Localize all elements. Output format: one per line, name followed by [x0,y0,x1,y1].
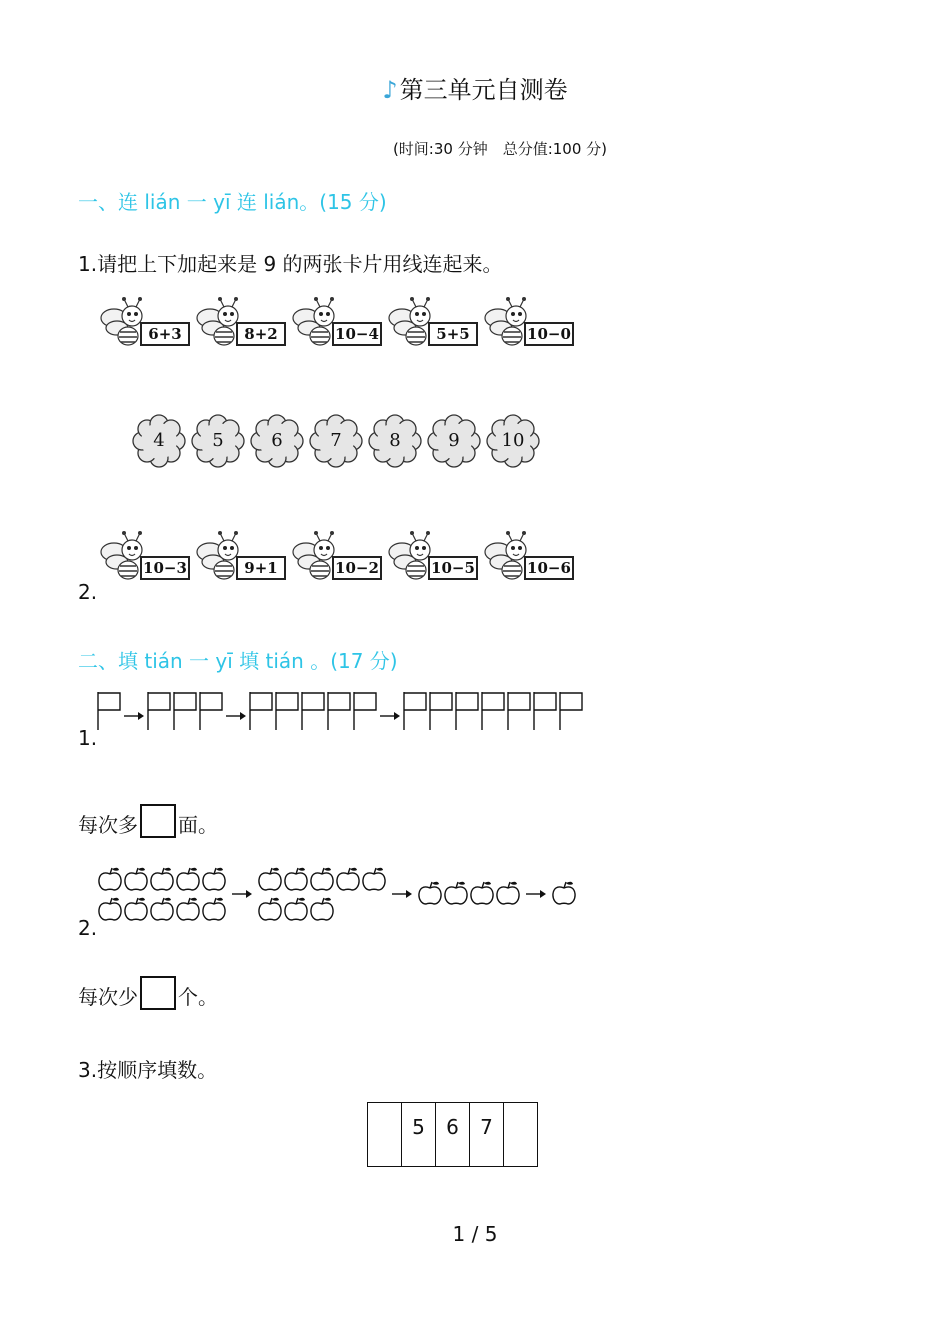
bee-card[interactable] [196,296,286,352]
apple-icon [259,898,281,920]
apple-icon [445,882,467,904]
number-flower[interactable] [132,414,186,468]
answer-box-2[interactable] [140,976,176,1010]
card-expression: 9+1 [236,556,286,580]
apple-icon [419,882,441,904]
section-1-heading: 一、连 lián 一 yī 连 lián。(15 分) [78,190,387,214]
question-2-3: 3.按顺序填数。 [78,1058,218,1082]
flag-icon [174,692,196,730]
section-2-heading: 二、填 tián 一 yī 填 tián 。(17 分) [78,649,398,673]
bee-card[interactable] [100,530,190,586]
card-expression: 10−0 [524,322,574,346]
number-flower[interactable] [486,414,540,468]
arrow-icon [380,712,400,720]
number-flower[interactable] [309,414,363,468]
apple-icon [363,868,385,890]
bee-card[interactable] [196,530,286,586]
exam-meta: (时间:30 分钟 总分值:100 分) [392,140,608,158]
flag-icon [302,692,324,730]
flower-number: 4 [153,430,165,451]
sequence-cell[interactable] [504,1103,538,1167]
flag-icon [404,692,426,730]
question-1-2-number: 2. [78,580,98,604]
question-2-1-answer: 每次多 面。 [78,804,218,838]
apple-icon [285,868,307,890]
flag-icon [430,692,452,730]
arrow-icon [226,712,246,720]
flag-icon [250,692,272,730]
apple-icon [471,882,493,904]
flag-icon [200,692,222,730]
sequence-cell: 5 [402,1103,436,1167]
apple-icon [177,868,199,890]
flag-icon [354,692,376,730]
card-expression: 10−5 [428,556,478,580]
bee-card[interactable] [292,296,382,352]
sequence-cell[interactable] [368,1103,402,1167]
apple-icon [151,898,173,920]
flower-number: 9 [448,430,460,451]
flower-number: 6 [271,430,283,451]
flower-number: 10 [501,430,525,451]
sequence-cell: 7 [470,1103,504,1167]
flower-number: 8 [389,430,401,451]
card-expression: 10−4 [332,322,382,346]
number-flower[interactable] [427,414,481,468]
flower-number: 7 [330,430,342,451]
question-2-2-number: 2. [78,916,98,940]
apple-icon [151,868,173,890]
apple-icon [99,868,121,890]
flower-row [132,414,552,470]
card-expression: 5+5 [428,322,478,346]
bee-card[interactable] [292,530,382,586]
apple-icon [337,868,359,890]
flag-icon [328,692,350,730]
question-2-2-answer: 每次少 个。 [78,976,218,1010]
flag-icon [98,692,120,730]
apple-icon [99,898,121,920]
apple-icon [553,882,575,904]
page-title: ♪第三单元自测卷 [382,76,568,104]
arrow-icon [232,890,252,898]
apple-icon [177,898,199,920]
bee-card[interactable] [484,530,574,586]
flag-sequence [96,690,596,734]
flag-icon [456,692,478,730]
arrow-icon [526,890,546,898]
flag-icon [560,692,582,730]
sequence-cell: 6 [436,1103,470,1167]
question-1-1: 1.请把上下加起来是 9 的两张卡片用线连起来。 [78,252,503,276]
music-note-icon: ♪ [382,76,398,104]
bee-card[interactable] [484,296,574,352]
apple-icon [311,868,333,890]
apple-icon [259,868,281,890]
bee-card[interactable] [388,530,478,586]
card-expression: 6+3 [140,322,190,346]
arrow-icon [392,890,412,898]
flag-icon [148,692,170,730]
apple-icon [125,868,147,890]
card-expression: 10−2 [332,556,382,580]
apple-sequence [96,862,596,926]
flag-icon [534,692,556,730]
flower-number: 5 [212,430,224,451]
bee-card[interactable] [388,296,478,352]
apple-icon [285,898,307,920]
apple-icon [203,868,225,890]
card-expression: 10−6 [524,556,574,580]
flag-icon [508,692,530,730]
apple-icon [125,898,147,920]
bee-card[interactable] [100,296,190,352]
question-2-1-number: 1. [78,726,98,750]
card-expression: 8+2 [236,322,286,346]
apple-icon [203,898,225,920]
flag-icon [276,692,298,730]
card-expression: 10−3 [140,556,190,580]
number-flower[interactable] [368,414,422,468]
number-flower[interactable] [250,414,304,468]
arrow-icon [124,712,144,720]
apple-icon [311,898,333,920]
number-sequence-table [367,1102,538,1167]
page-number: 1 / 5 [452,1222,498,1246]
flag-icon [482,692,504,730]
apple-icon [497,882,519,904]
answer-box-1[interactable] [140,804,176,838]
number-flower[interactable] [191,414,245,468]
